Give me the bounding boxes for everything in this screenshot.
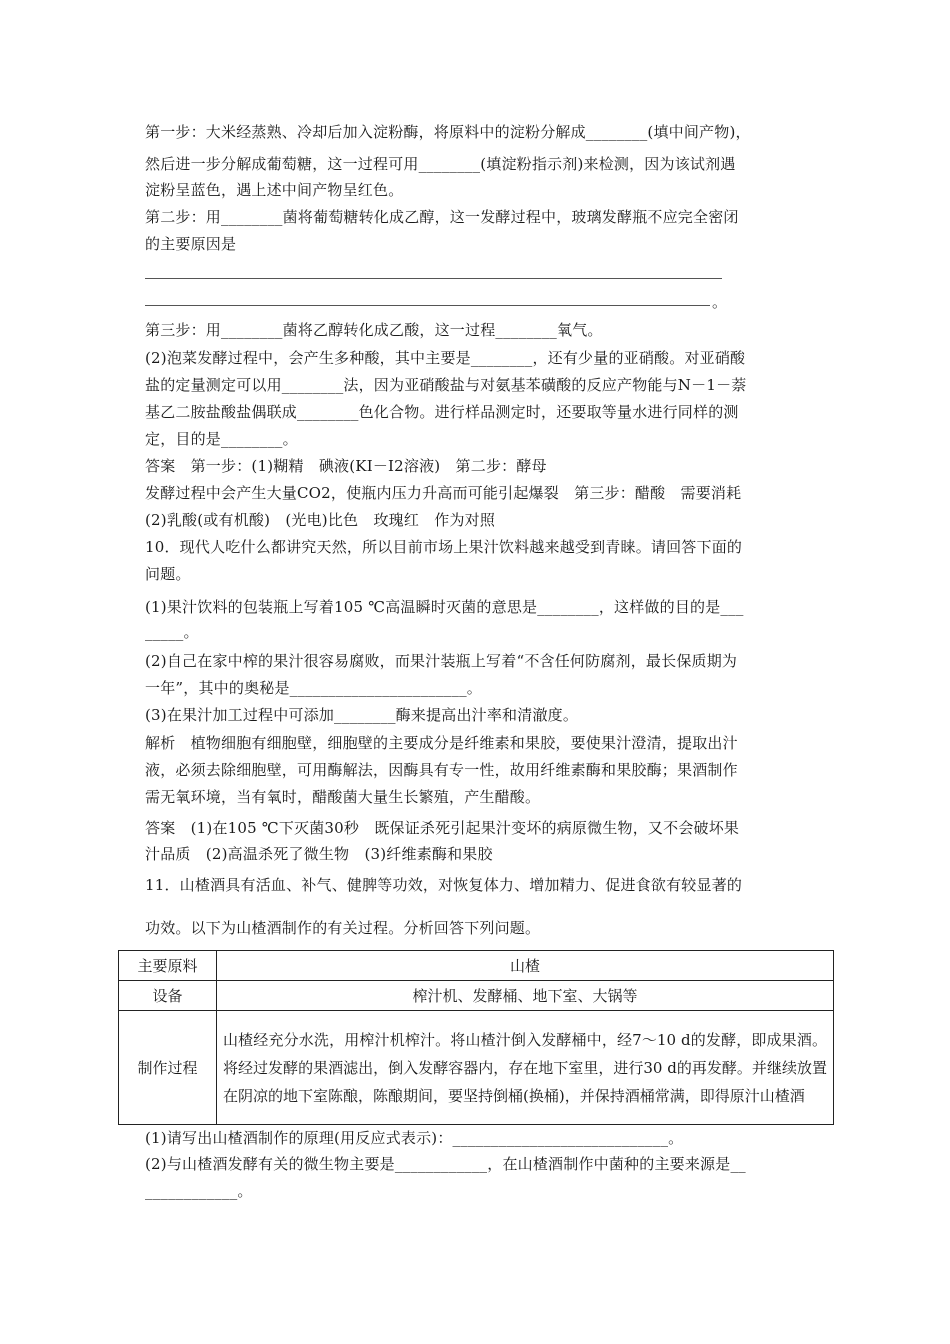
text-line: 盐的定量测定可以用________法，因为亚硝酸盐与对氨基苯磺酸的反应产物能与N－1－萘 (145, 376, 747, 394)
answer-line: 发酵过程中会产生大量CO2，使瓶内压力升高而可能引起爆裂 第三步：醋酸 需要消耗 (145, 484, 742, 502)
end-period: 。 (712, 293, 728, 311)
text-line: 淀粉呈蓝色，遇上述中间产物呈红色。 (145, 181, 404, 199)
text-line: 基乙二胺盐酸盐偶联成________色化合物。进行样品测定时，还要取等量水进行同样的测 (145, 403, 739, 421)
table-row (119, 981, 834, 1011)
analysis-line: 液，必须去除细胞壁，可用酶解法，因酶具有专一性，故用纤维素酶和果胶酶；果酒制作 (145, 761, 738, 779)
answer-line: (2)乳酸(或有机酸) (光电)比色 玫瑰红 作为对照 (145, 511, 496, 529)
text-line: 的主要原因是 (145, 235, 237, 253)
answer-blank-line (145, 305, 710, 306)
answer-line: 答案 (1)在105 ℃下灭菌30秒 既保证杀死引起果汁变坏的病原微生物，又不会破坏果 (145, 819, 740, 837)
text-line: 第一步：大米经蒸熟、冷却后加入淀粉酶，将原料中的淀粉分解成________(填中间产物)， (145, 123, 751, 141)
question-line: (1)果汁饮料的包装瓶上写着105 ℃高温瞬时灭菌的意思是________，这样做的目的是___ (145, 598, 744, 616)
answer-line: 汁品质 (2)高温杀死了微生物 (3)纤维素酶和果胶 (145, 845, 493, 863)
text-line: 第三步：用________菌将乙醇转化成乙酸，这一过程________氧气。 (145, 321, 603, 339)
answer-line: 答案 第一步：(1)糊精 碘液(KI－I2溶液) 第二步：酵母 (145, 457, 547, 475)
question-line: 一年”，其中的奥秘是_______________________。 (145, 679, 482, 697)
process-table (118, 950, 834, 1125)
text-line: (2)泡菜发酵过程中，会产生多种酸，其中主要是________，还有少量的亚硝酸。对亚硝酸 (145, 349, 746, 367)
question-line: 10．现代人吃什么都讲究天然，所以目前市场上果汁饮料越来越受到青睐。请回答下面的 (145, 538, 743, 556)
question-line: ____________。 (145, 1182, 253, 1200)
question-line: (2)与山楂酒发酵有关的微生物主要是____________，在山楂酒制作中菌种的主要来源是__ (145, 1155, 746, 1173)
question-line: 11．山楂酒具有活血、补气、健脾等功效，对恢复体力、增加精力、促进食欲有较显著的 (145, 876, 743, 894)
analysis-line: 需无氧环境，当有氧时，醋酸菌大量生长繁殖，产生醋酸。 (145, 788, 541, 806)
row-label: 设备 (119, 981, 217, 1011)
text-line: 然后进一步分解成葡萄糖，这一过程可用________(填淀粉指示剂)来检测，因为该试剂遇 (145, 155, 736, 173)
text-line: 定，目的是________。 (145, 430, 298, 448)
row-label: 制作过程 (119, 1011, 217, 1125)
row-content: 榨汁机、发酵桶、地下室、大锅等 (217, 981, 834, 1011)
question-line: _____。 (145, 623, 199, 641)
question-line: (1)请写出山楂酒制作的原理(用反应式表示)：____________________________。 (145, 1129, 684, 1147)
answer-blank-line (145, 278, 722, 279)
table-row (119, 1011, 834, 1125)
text-line: 第二步：用________菌将葡萄糖转化成乙醇，这一发酵过程中，玻璃发酵瓶不应完全密闭 (145, 208, 739, 226)
question-line: 功效。以下为山楂酒制作的有关过程。分析回答下列问题。 (145, 919, 541, 937)
row-content: 山楂经充分水洗，用榨汁机榨汁。将山楂汁倒入发酵桶中，经7～10 d的发酵，即成果酒。将经过发酵的果酒滤出，倒入发酵容器内，存在地下室里，进行30 d的再发酵。并继续放置在阴凉的地下室陈酿，陈酿期间，要坚持倒桶(换桶)，并保持酒桶常满，即得原汁山楂酒 (217, 1011, 834, 1125)
row-content: 山楂 (217, 951, 834, 981)
question-line: (3)在果汁加工过程中可添加________酶来提高出汁率和清澈度。 (145, 706, 579, 724)
analysis-line: 解析 植物细胞有细胞壁，细胞壁的主要成分是纤维素和果胶，要使果汁澄清，提取出汁 (145, 734, 738, 752)
row-label: 主要原料 (119, 951, 217, 981)
question-line: 问题。 (145, 565, 191, 583)
question-line: (2)自己在家中榨的果汁很容易腐败，而果汁装瓶上写着“不含任何防腐剂，最长保质期为 (145, 652, 738, 670)
table-row (119, 951, 834, 981)
